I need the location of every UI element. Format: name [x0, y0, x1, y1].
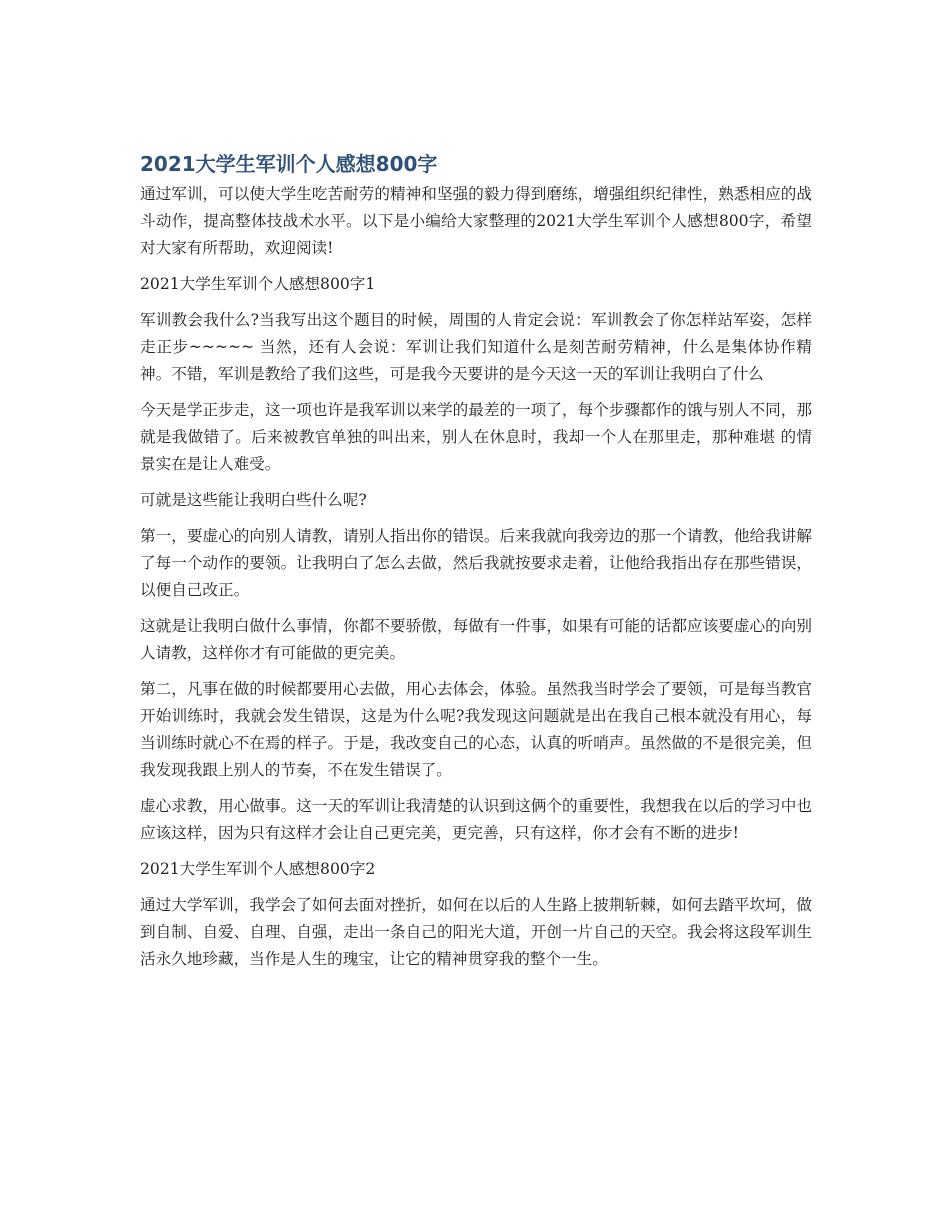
section-1-paragraph: 第一，要虚心的向别人请教，请别人指出你的错误。后来我就向我旁边的那一个请教，他给我讲解了每一个动作的要领。让我明白了怎么去做，然后我就按要求走着，让他给我指出存在那些错误，以便自己改正。 [140, 527, 812, 599]
section-1-heading: 2021大学生军训个人感想800字1 [140, 275, 376, 293]
section-2-heading: 2021大学生军训个人感想800字2 [140, 860, 376, 878]
section-1-paragraph: 第二，凡事在做的时候都要用心去做，用心去体会，体验。虽然我当时学会了要领，可是每当教官开始训练时，我就会发生错误，这是为什么呢?我发现这问题就是出在我自己根本就没有用心，每当训练时就心不在焉的样子。于是，我改变自己的心态，认真的听哨声。虽然做的不是很完美，但我发现我跟上别人的节奏，不在发生错误了。 [140, 680, 812, 779]
section-1-paragraph: 可就是这些能让我明白些什么呢? [140, 491, 367, 509]
section-1-paragraph: 虚心求教，用心做事。这一天的军训让我清楚的认识到这俩个的重要性，我想我在以后的学习中也应该这样，因为只有这样才会让自己更完美，更完善，只有这样，你才会有不断的进步! [140, 797, 812, 842]
document-page [140, 147, 812, 982]
section-1-paragraph: 今天是学正步走，这一项也许是我军训以来学的最差的一项了，每个步骤都作的饿与别人不同，那就是我做错了。后来被教官单独的叫出来，别人在休息时，我却一个人在那里走，那种难堪 的情景实在是让人难受。 [140, 401, 812, 473]
intro-paragraph: 通过军训，可以使大学生吃苦耐劳的精神和坚强的毅力得到磨练，增强组织纪律性，熟悉相应的战斗动作，提高整体技战术水平。以下是小编给大家整理的2021大学生军训个人感想800字，希望对大家有所帮助，欢迎阅读! [140, 185, 812, 257]
document-title: 2021大学生军训个人感想800字 [140, 152, 438, 176]
section-1-paragraph: 这就是让我明白做什么事情，你都不要骄傲，每做有一件事，如果有可能的话都应该要虚心的向别人请教，这样你才有可能做的更完美。 [140, 617, 812, 662]
section-2-paragraph: 通过大学军训，我学会了如何去面对挫折，如何在以后的人生路上披荆斩棘，如何去踏平坎坷，做到自制、自爱、自理、自强，走出一条自己的阳光大道，开创一片自己的天空。我会将这段军训生活永久地珍藏，当作是人生的瑰宝，让它的精神贯穿我的整个一生。 [140, 896, 812, 968]
section-1-paragraph: 军训教会我什么?当我写出这个题目的时候，周围的人肯定会说：军训教会了你怎样站军姿，怎样走正步~~~~~ 当然，还有人会说：军训让我们知道什么是刻苦耐劳精神，什么是集体协作精神。不错，军训是教给了我们这些，可是我今天要讲的是今天这一天的军训让我明白了什么 [140, 311, 812, 383]
